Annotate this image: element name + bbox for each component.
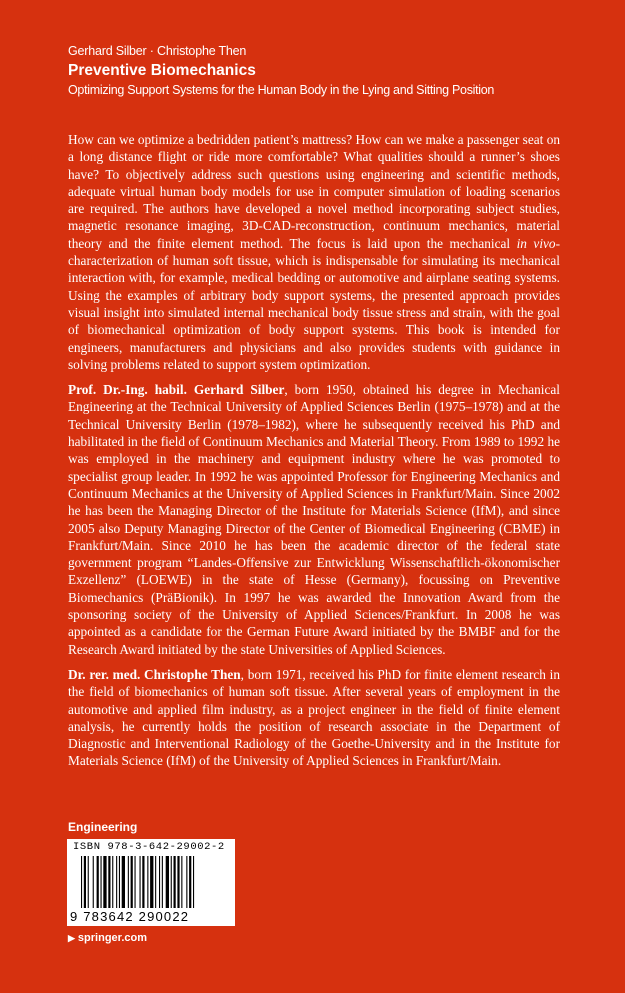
- cover-header: [68, 44, 608, 97]
- author-name-then: Dr. rer. med. Christophe Then: [68, 666, 241, 682]
- barcode-bar: [147, 856, 148, 908]
- barcode-bar: [93, 856, 94, 908]
- author-bio-silber: [68, 381, 560, 658]
- barcode-bar: [128, 856, 129, 908]
- bio-text-then: , born 1971, received his PhD for finite element research in the field of biomechanics of human soft tissue. After several years of employment in the automotive and applied film industry, as a project engineer in the field of finite element analysis, he currently holds the position of research associate in the Department of Diagnostic and Interventional Radiology of the Goethe-University and in the Institute for Materials Science (IfM) of the University of Applied Sciences in Frankfurt/Main.: [68, 666, 560, 769]
- barcode-bar: [162, 856, 163, 908]
- barcode-bar: [150, 856, 153, 908]
- barcode-bar: [193, 856, 194, 908]
- book-title: Preventive Biomechanics: [68, 62, 256, 79]
- barcode-bar: [186, 856, 187, 908]
- publisher-link[interactable]: [68, 932, 147, 944]
- barcode-digits: 9 783642 290022: [70, 909, 190, 924]
- barcode-bar: [101, 856, 102, 908]
- barcode-bar: [84, 856, 86, 908]
- description-paragraph: [68, 131, 560, 373]
- barcode-bar: [108, 856, 110, 908]
- isbn-barcode: [67, 839, 235, 926]
- barcode-bar: [122, 856, 125, 908]
- arrow-right-icon: ▶: [68, 932, 75, 943]
- barcode-bar: [142, 856, 144, 908]
- description-text: How can we optimize a bedridden patient’s mattress? How can we make a passenger seat on a long distance flight or ride more comfortable? What qualities should a runner’s shoes have? To objectively address such questions using engineering and scientific methods, adequate virtual human body models for use in computer simulation of loading scenarios are required. The authors have developed a novel method incorporating subject studies, magnetic resonance imaging, 3D-CAD-reconstruction, continuum mechanics, material theory and the finite element method. The focus is laid upon the mechanical: [68, 132, 560, 251]
- barcode-bar: [159, 856, 160, 908]
- description-text-rest: -characterization of human soft tissue, which is indispensable for simulating its mechanical interaction with, for example, medical bedding or automotive and airplane seating systems. Using the examples of arbitrary body support systems, the presented approach provides visual insight into simulated internal mechanical body tissue stress and strain, with the goal of biomechanical optimization of body support systems. This book is intended for engineers, manufacturers and physicians and also provides students with guidance in solving problems related to support system optimization.: [68, 235, 560, 372]
- barcode-bar: [177, 856, 179, 908]
- author-bio-then: [68, 666, 560, 770]
- barcode-bar: [116, 856, 117, 908]
- barcode-bar: [166, 856, 169, 908]
- bio-text-silber: , born 1950, obtained his degree in Mechanical Engineering at the Technical University of Applied Sciences Berlin (1975–1978) and at the Technical University Berlin (1978–1982), where he subsequently received his PhD and habilitated in the field of Continuum Mechanics and Material Theory. From 1989 to 1992 he was employed in the machinery and equipment industry where he was promoted to specialist group leader. In 1992 he was appointed Professor for Engineering Mechanics and Continuum Mechanics at the University of Applied Sciences in Frankfurt/Main. Since 2002 he has been the Managing Director of the Institute for Materials Science (IfM), and since 2005 also Deputy Managing Director of the Center of Biomedical Engineering (CBME) in Frankfurt/Main. Since 2010 he has been the academic director of the federal state government program “Landes-Offensive zur Entwicklung Wissenschaftlich-ökonomischer Exzellenz” (LOEWE) in the state of Hesse (Germany), focussing on Preventive Biomechanics (PräBionik). In 1997 he was awarded the Innovation Award from the sponsoring society of the University of Applied Sciences/Frankfurt. In 2008 he was appointed as a candidate for the German Future Award initiated by the BMBF and for the Research Award initiated by the state Universities of Applied Sciences.: [68, 382, 561, 657]
- author-name-silber: Prof. Dr.-Ing. habil. Gerhard Silber: [68, 382, 285, 398]
- barcode-bar: [174, 856, 176, 908]
- barcode-bar: [155, 856, 156, 908]
- barcode-bar: [88, 856, 89, 908]
- barcode-bar: [97, 856, 99, 908]
- barcode-bar: [81, 856, 82, 908]
- barcode-bar: [181, 856, 182, 908]
- isbn-text: ISBN 978-3-642-29002-2: [73, 841, 225, 853]
- authors: Gerhard Silber · Christophe Then: [68, 44, 247, 58]
- italic-term: in vivo: [516, 235, 556, 251]
- book-subtitle: Optimizing Support Systems for the Human Body in the Lying and Sitting Position: [68, 83, 495, 97]
- barcode-bar: [171, 856, 172, 908]
- barcode-bar: [140, 856, 141, 908]
- barcode-bar: [103, 856, 106, 908]
- publisher-website: springer.com: [77, 932, 147, 944]
- back-cover-text: [68, 131, 560, 778]
- barcode-bar: [119, 856, 120, 908]
- barcode-bars: [81, 856, 223, 911]
- barcode-bar: [135, 856, 136, 908]
- barcode-bar: [131, 856, 133, 908]
- barcode-bar: [112, 856, 113, 908]
- barcode-bar: [189, 856, 191, 908]
- category-label: Engineering: [68, 820, 138, 834]
